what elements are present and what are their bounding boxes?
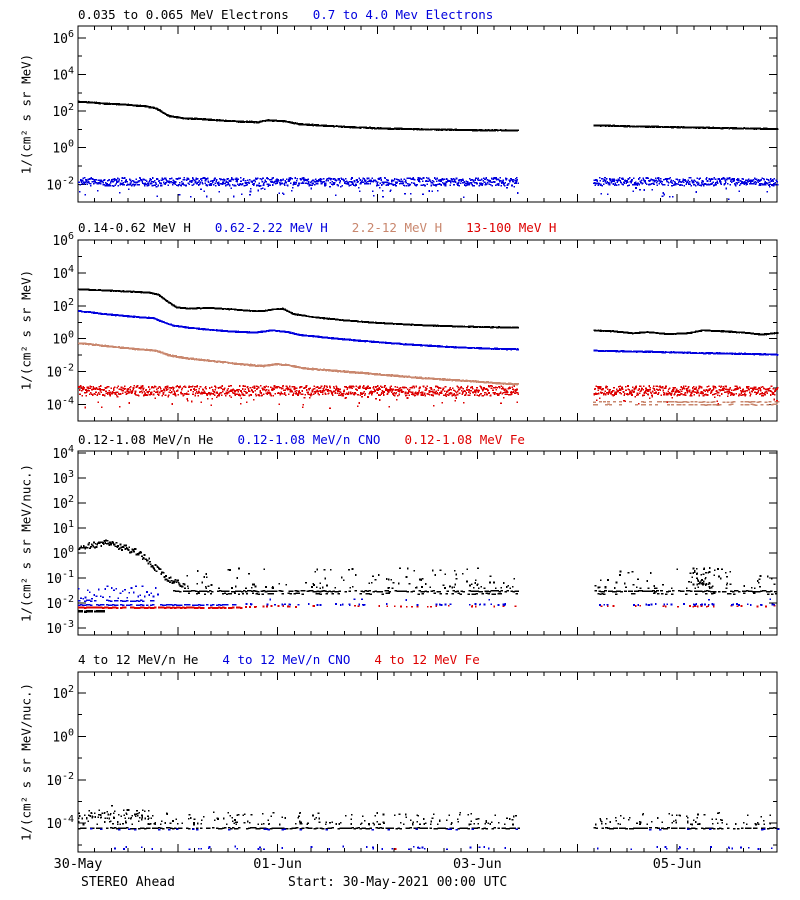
series-4-to-12-mev-n-he-floor- — [78, 827, 780, 829]
series-4-to-12-mev-n-he-scatter- — [78, 812, 771, 826]
ticks — [78, 672, 777, 852]
series-0-12-1-08-mev-n-cno-row- — [78, 600, 154, 603]
panel1-title-electrons-low: 0.035 to 0.065 MeV Electrons — [78, 7, 289, 22]
y-tick-label: $10^{-2}$ — [46, 770, 74, 789]
panel-1 — [46, 26, 778, 202]
panel-frame — [78, 672, 777, 852]
series-0-12-1-08-mev-n-he-event-decay- — [78, 540, 185, 588]
y-tick-label: $10^{-4}$ — [46, 395, 74, 414]
y-tick-label: $10^6$ — [52, 231, 74, 249]
panel1-title — [78, 7, 493, 22]
panel-frame — [78, 26, 777, 202]
y-tick-label: $10^2$ — [52, 296, 74, 315]
x-tick-label: 01-Jun — [253, 856, 303, 872]
series-2-2-12-mev-h — [78, 342, 519, 385]
panel2-title-h4: 13-100 MeV H — [466, 220, 557, 235]
y-tick-label: $10^{-3}$ — [46, 619, 74, 637]
panel4-yaxis-label: 1/(cm² s sr MeV/nuc.) — [18, 682, 34, 842]
y-tick-label: $10^4$ — [52, 263, 74, 282]
panel3-title-he: 0.12-1.08 MeV/n He — [78, 432, 214, 447]
panel3-title-fe: 0.12-1.08 MeV Fe — [404, 432, 525, 447]
series-0-12-1-08-mev-n-he-floor-2- — [188, 593, 778, 596]
start-time-label: Start: 30-May-2021 00:00 UTC — [288, 875, 508, 890]
y-tick-label: $10^1$ — [52, 519, 74, 537]
y-tick-label: $10^0$ — [52, 329, 74, 348]
series-2-2-12-mev-h-post-gap-floor- — [593, 401, 780, 403]
y-tick-label: $10^0$ — [52, 727, 74, 746]
series-4-to-12-mev-n-he-early- — [78, 809, 153, 819]
ticks — [78, 26, 777, 202]
y-tick-label: $10^{-4}$ — [46, 814, 74, 833]
panel1-yaxis-label: 1/(cm² s sr MeV) — [18, 53, 34, 175]
panel2-yaxis-label: 1/(cm² s sr MeV) — [18, 269, 34, 391]
panel4-title-he: 4 to 12 MeV/n He — [78, 652, 199, 667]
panel4-title-cno: 4 to 12 MeV/n CNO — [222, 652, 351, 667]
y-tick-label: $10^{-2}$ — [46, 175, 74, 194]
series-4-to-12-mev-n-cno-bottom- — [114, 846, 773, 851]
y-tick-label: $10^0$ — [52, 138, 74, 157]
series-0-12-1-08-mev-n-cno-bottom-row- — [78, 604, 236, 606]
y-tick-label: $10^0$ — [52, 544, 74, 562]
panel2-title-h1: 0.14-0.62 MeV H — [78, 220, 191, 235]
series-4-to-12-mev-n-he-high-dots- — [111, 805, 719, 816]
panel3-yaxis-label: 1/(cm² s sr MeV/nuc.) — [18, 463, 34, 623]
panel2-title-h2: 0.62-2.22 MeV H — [214, 220, 328, 235]
y-tick-label: $10^2$ — [52, 684, 74, 702]
series-0-12-1-08-mev-n-he-scatter- — [184, 568, 776, 590]
y-tick-label: $10^{-1}$ — [46, 569, 74, 587]
panel3-title-cno: 0.12-1.08 MeV/n CNO — [237, 432, 381, 447]
series-0-7-to-4-0-mev-electrons — [78, 177, 778, 200]
y-tick-label: $10^4$ — [52, 65, 74, 84]
panel4-title — [78, 652, 480, 667]
series-0-035-to-0-065-mev-electrons — [78, 101, 779, 132]
y-tick-label: $10^2$ — [52, 102, 74, 121]
y-tick-label: $10^{-2}$ — [46, 362, 74, 381]
panel-3 — [46, 444, 777, 637]
y-tick-label: $10^4$ — [52, 444, 74, 462]
x-tick-label: 03-Jun — [453, 856, 502, 872]
panel1-title-electrons-high: 0.7 to 4.0 Mev Electrons — [312, 7, 494, 22]
series-0-12-1-08-mev-n-he-low-left- — [78, 610, 105, 613]
series-0-12-1-08-mev-n-cno-early- — [78, 585, 159, 599]
y-tick-label: $10^2$ — [52, 494, 74, 512]
y-tick-label: $10^6$ — [52, 28, 74, 47]
series-4-to-12-mev-fe-dot- — [395, 848, 397, 850]
y-tick-label: $10^{-2}$ — [46, 594, 74, 612]
panel3-title — [78, 432, 525, 447]
spacecraft-label: STEREO Ahead — [81, 875, 175, 890]
panel2-title — [78, 220, 556, 235]
series-0-14-0-62-mev-h — [78, 288, 779, 335]
x-tick-label: 05-Jun — [652, 856, 702, 872]
series-0-12-1-08-mev-n-he-floor- — [173, 590, 777, 593]
series-2-2-12-mev-h-post-gap-floor-2- — [593, 404, 778, 406]
panel4-title-fe: 4 to 12 MeV Fe — [374, 652, 480, 667]
x-tick-label: 30-May — [53, 856, 103, 872]
y-tick-label: $10^3$ — [52, 469, 74, 487]
series-0-12-1-08-mev-fe-row- — [78, 606, 242, 609]
series-0-12-1-08-mev-fe-late- — [245, 605, 776, 608]
panel-4 — [46, 672, 779, 852]
series-0-12-1-08-mev-n-cno-mid-dots- — [270, 598, 772, 601]
panel2-title-h3: 2.2-12 MeV H — [351, 220, 443, 235]
panel-2 — [46, 231, 779, 421]
series-0-12-1-08-mev-n-he-cluster- — [688, 567, 731, 586]
